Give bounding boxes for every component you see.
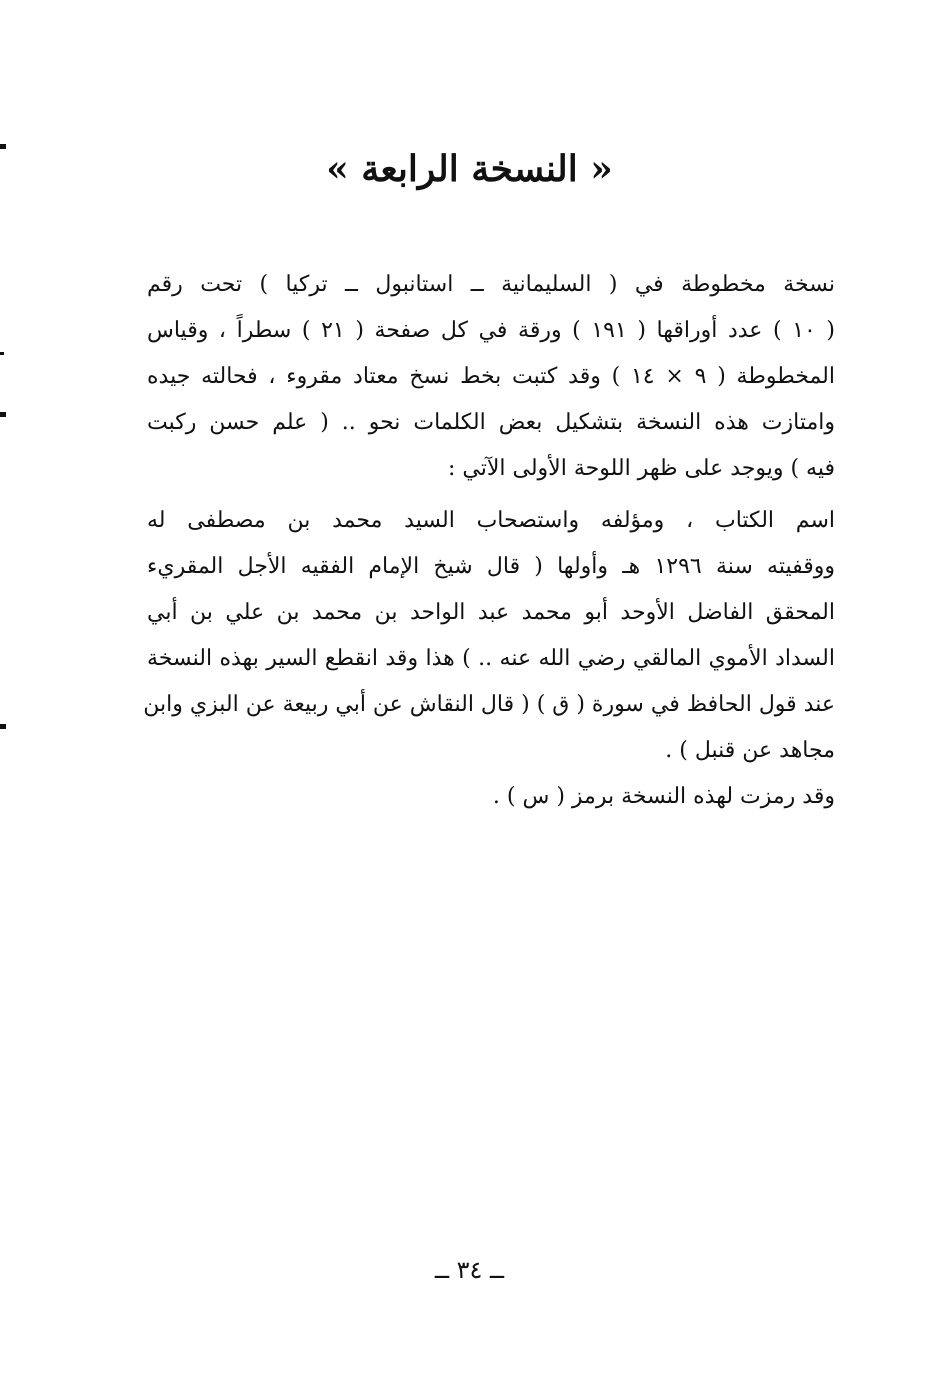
paragraph-first-folio: [143, 498, 836, 774]
text-line: نسخة مخطوطة في ( السليمانية ــ استانبول ــ تركيا ) تحت رقم: [147, 272, 835, 297]
text-line: اسم الكتاب ، ومؤلفه واستصحاب السيد محمد بن مصطفى له: [147, 508, 835, 533]
text-line: عند قول الحافظ في سورة ( ق ) ( قال النقاش عن أبي ربيعة عن البزي وابن: [143, 692, 835, 717]
page-number: ــ ٣٤ ــ: [434, 1256, 505, 1284]
paragraph-symbol-note: [147, 774, 835, 820]
text-line: مجاهد عن قنبل ) .: [665, 738, 835, 763]
text-line: المحقق الفاضل الأوحد أبو محمد عبد الواحد بن محمد بن علي بن أبي: [147, 600, 835, 625]
text-line: ( ١٠ ) عدد أوراقها ( ١٩١ ) ورقة في كل صفحة ( ٢١ ) سطراً ، وقياس: [147, 318, 835, 343]
text-line: السداد الأموي المالقي رضي الله عنه .. ) هذا وقد انقطع السير بهذه النسخة: [147, 646, 835, 671]
page-title: « النسخة الرابعة »: [326, 148, 613, 190]
edge-mark-3: [0, 412, 6, 417]
body-text: [143, 262, 836, 820]
text-line: وقد رمزت لهذه النسخة برمز ( س ) .: [492, 784, 835, 809]
text-line: ووقفيته سنة ١٢٩٦ هـ وأولها ( قال شيخ الإمام الفقيه الأجل المقريء: [147, 554, 836, 579]
edge-mark-2: [0, 352, 4, 355]
paragraph-manuscript-description: [147, 262, 835, 492]
text-line: فيه ) ويوجد على ظهر اللوحة الأولى الآتي :: [448, 456, 835, 481]
text-line: وامتازت هذه النسخة بتشكيل بعض الكلمات نحو .. ( علم حسن ركبت: [147, 410, 835, 435]
text-line: المخطوطة ( ٩ × ١٤ ) وقد كتبت بخط نسخ معتاد مقروء ، فحالته جيده: [147, 364, 835, 389]
edge-mark-4: [0, 724, 6, 729]
